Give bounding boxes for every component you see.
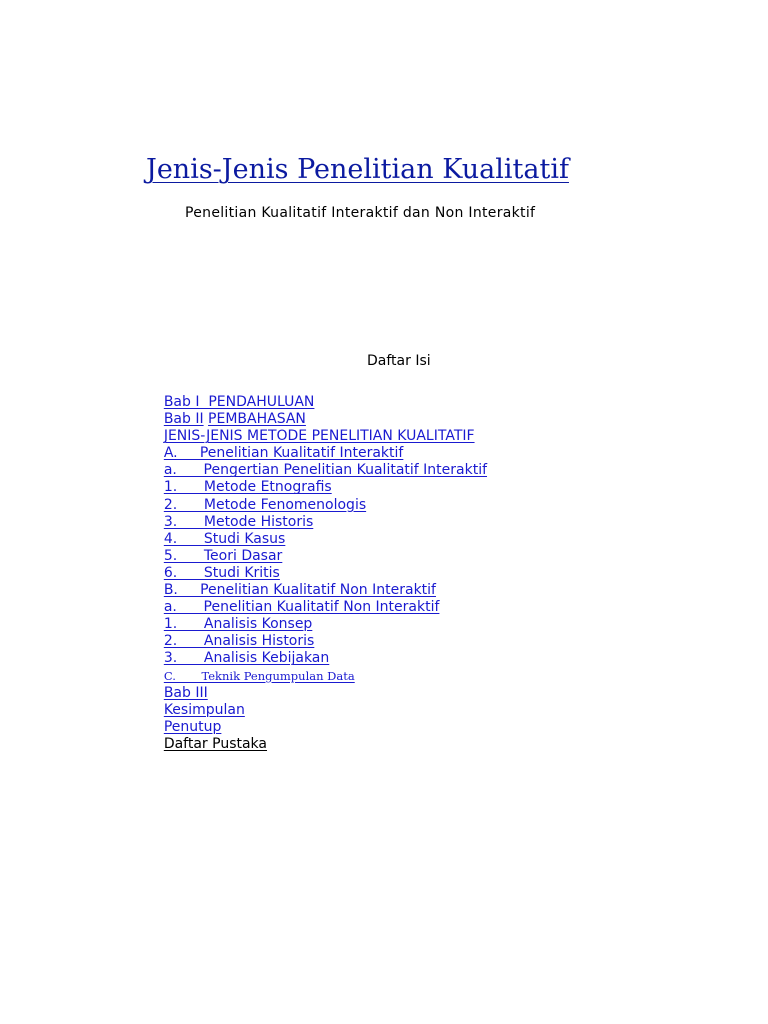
- toc-link-bab-1[interactable]: Bab I PENDAHULUAN: [163, 394, 315, 410]
- toc-link-bab-2-prefix[interactable]: Bab II: [163, 411, 204, 428]
- toc-link-kesimpulan[interactable]: Kesimpulan: [163, 701, 245, 718]
- toc-link-penutup[interactable]: Penutup: [163, 718, 222, 735]
- toc-link-daftar-pustaka[interactable]: Daftar Pustaka: [163, 735, 268, 752]
- toc-link-fenomenologis[interactable]: 2. Metode Fenomenologis: [163, 496, 367, 513]
- toc-link-studi-kritis[interactable]: 6. Studi Kritis: [163, 564, 280, 581]
- toc-link-studi-kasus[interactable]: 4. Studi Kasus: [163, 530, 286, 547]
- page-title[interactable]: Jenis-Jenis Penelitian Kualitatif: [146, 154, 569, 185]
- toc-link-analisis-konsep[interactable]: 1. Analisis Konsep: [163, 616, 313, 633]
- toc-heading: Daftar Isi: [367, 353, 431, 369]
- toc-link-non-interaktif[interactable]: B. Penelitian Kualitatif Non Interaktif: [163, 582, 436, 599]
- toc-link-pembahasan[interactable]: PEMBAHASAN: [208, 411, 306, 428]
- toc-link-historis[interactable]: 3. Metode Historis: [163, 513, 314, 530]
- toc-link-jenis-metode[interactable]: JENIS-JENIS METODE PENELITIAN KUALITATIF: [163, 428, 475, 445]
- document-subtitle: Penelitian Kualitatif Interaktif dan Non Interaktif: [185, 205, 536, 221]
- toc-link-analisis-kebijakan[interactable]: 3. Analisis Kebijakan: [163, 650, 330, 667]
- toc-link-analisis-historis[interactable]: 2. Analisis Historis: [163, 633, 315, 650]
- toc-link-interaktif[interactable]: A. Penelitian Kualitatif Interaktif: [163, 445, 404, 462]
- table-of-contents: [146, 377, 488, 752]
- toc-link-non-interaktif-sub[interactable]: a. Penelitian Kualitatif Non Interaktif: [163, 599, 440, 616]
- toc-link-pengertian[interactable]: a. Pengertian Penelitian Kualitatif Interaktif: [163, 462, 488, 479]
- toc-link-teknik-pengumpulan[interactable]: C. Teknik Pengumpulan Data: [163, 668, 355, 683]
- toc-link-bab-3[interactable]: Bab III: [163, 684, 208, 701]
- toc-link-teori-dasar[interactable]: 5. Teori Dasar: [163, 547, 283, 564]
- toc-item-bab-1: [146, 377, 487, 410]
- toc-link-etnografis[interactable]: 1. Metode Etnografis: [163, 479, 332, 496]
